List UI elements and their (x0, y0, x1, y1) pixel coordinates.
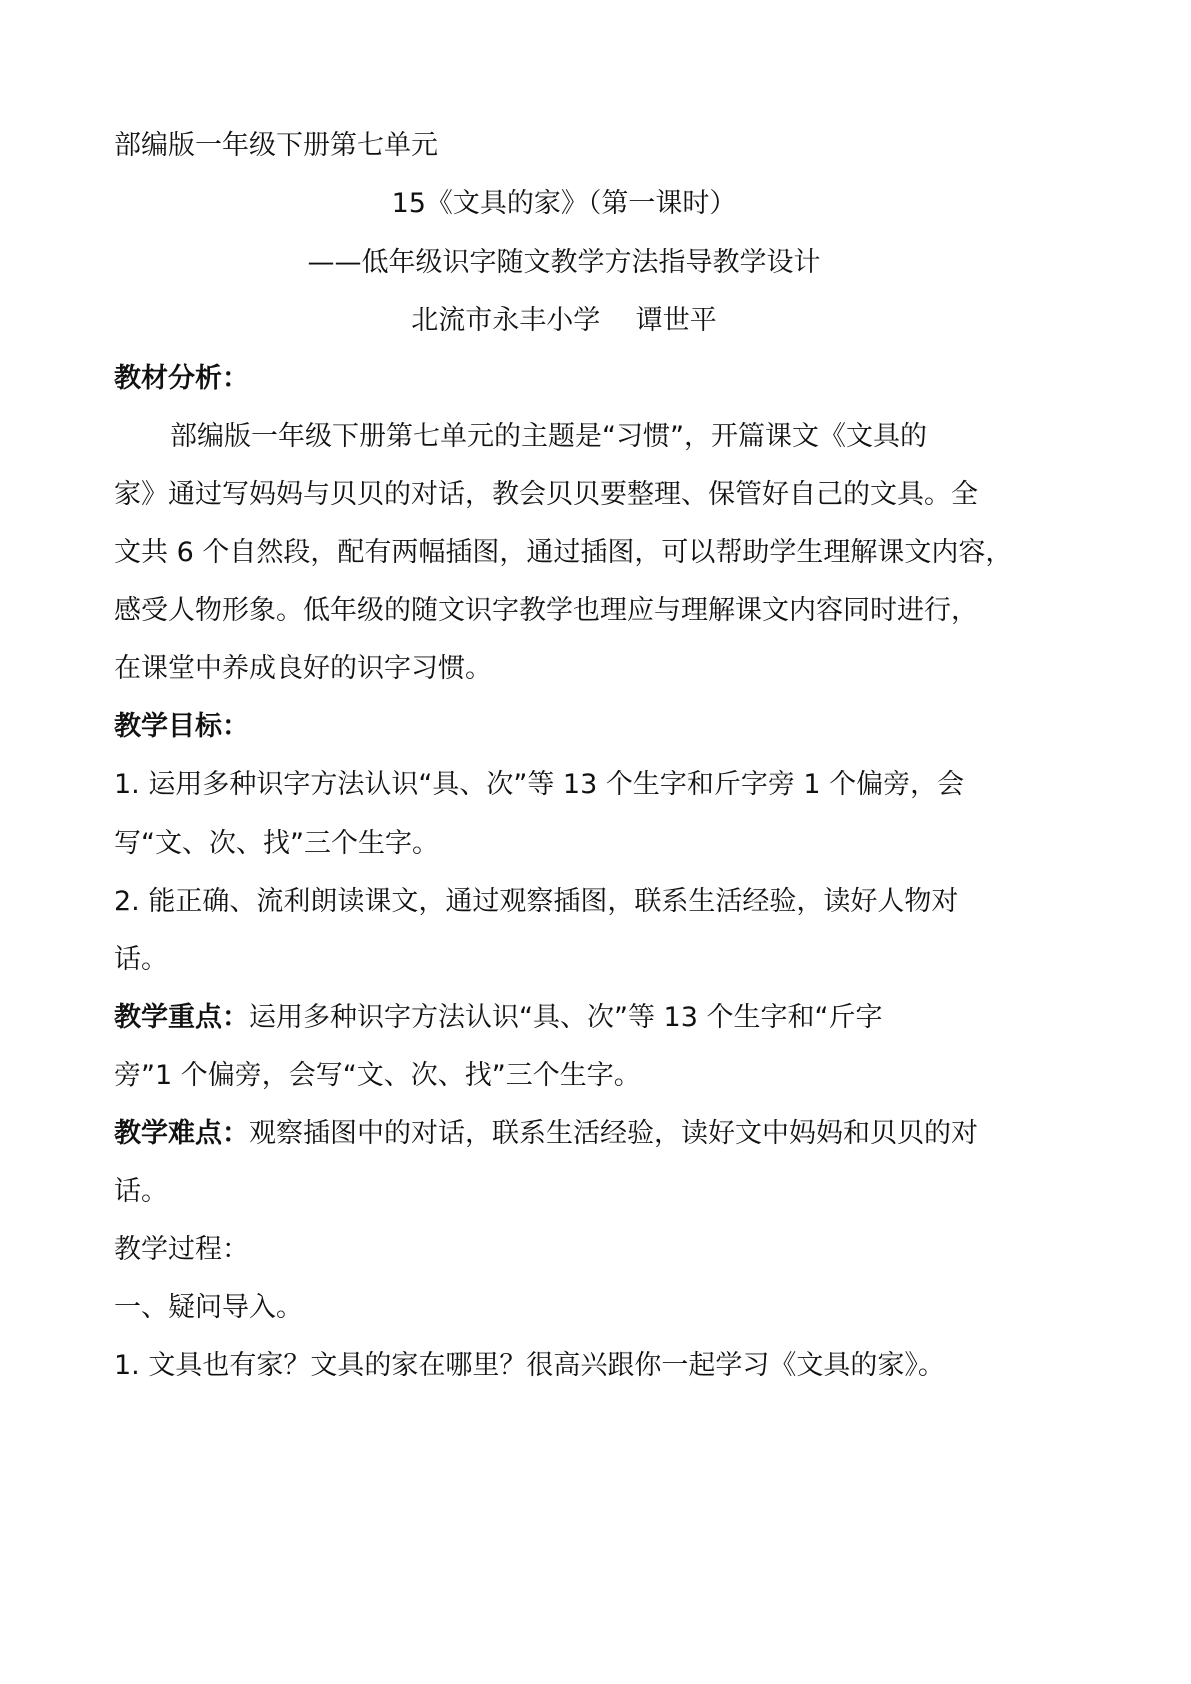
author-line: 北流市永丰小学 谭世平 (411, 305, 717, 336)
analysis-line-5: 在课堂中养成良好的识字习惯。 (114, 653, 492, 684)
difficulties-line-1 (114, 1116, 1044, 1152)
analysis-line-2: 家》通过写妈妈与贝贝的对话，教会贝贝要整理、保管好自己的文具。全 (114, 479, 978, 510)
difficulties-label: 教学难点： (114, 1118, 249, 1149)
analysis-line-3: 文共 6 个自然段，配有两幅插图，通过插图，可以帮助学生理解课文内容， (114, 537, 1013, 568)
key-points-line-2: 旁”1 个偏旁，会写“文、次、找”三个生字。 (114, 1060, 641, 1091)
key-points-label: 教学重点： (114, 1002, 249, 1033)
lesson-subtitle: ——低年级识字随文教学方法指导教学设计 (307, 247, 821, 278)
analysis-line-1: 部编版一年级下册第七单元的主题是“习惯”，开篇课文《文具的 (170, 421, 927, 452)
process-heading: 教学过程： (114, 1234, 249, 1265)
analysis-line-4: 感受人物形象。低年级的随文识字教学也理应与理解课文内容同时进行， (114, 595, 978, 626)
objectives-heading: 教学目标： (114, 711, 249, 742)
difficulties-text: 观察插图中的对话，联系生活经验，读好文中妈妈和贝贝的对 (249, 1118, 978, 1149)
objective-line-3: 2. 能正确、流利朗读课文，通过观察插图，联系生活经验，读好人物对 (114, 886, 959, 917)
process-section-1: 一、疑问导入。 (114, 1292, 303, 1323)
objective-line-1: 1. 运用多种识字方法认识“具、次”等 13 个生字和斤字旁 1 个偏旁，会 (114, 769, 965, 800)
key-points-text: 运用多种识字方法认识“具、次”等 13 个生字和“斤字 (249, 1002, 883, 1033)
difficulties-line-2: 话。 (114, 1176, 168, 1207)
unit-line: 部编版一年级下册第七单元 (114, 130, 438, 161)
objective-line-2: 写“文、次、找”三个生字。 (114, 828, 439, 859)
key-points-line-1 (114, 1000, 1044, 1036)
objective-line-4: 话。 (114, 944, 168, 975)
lesson-title: 15《文具的家》（第一课时） (391, 188, 737, 219)
analysis-heading: 教材分析： (114, 363, 249, 394)
process-item-1: 1. 文具也有家？文具的家在哪里？很高兴跟你一起学习《文具的家》。 (114, 1350, 945, 1381)
